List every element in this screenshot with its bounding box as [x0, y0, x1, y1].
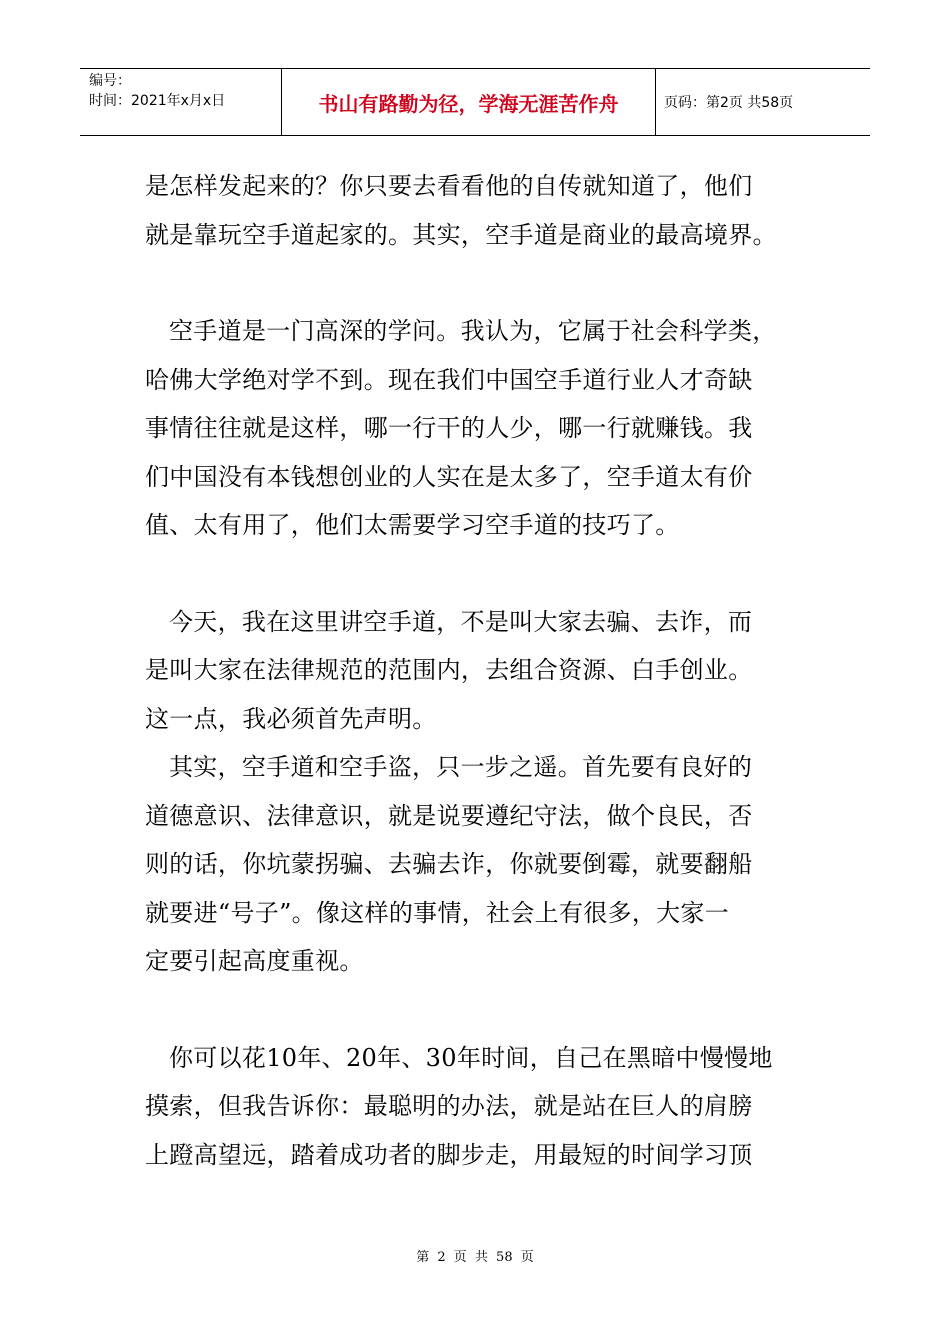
- header-page-label: 页码：第2页 共58页: [664, 95, 794, 111]
- page-header: [80, 68, 870, 136]
- body-line: 事情往往就是这样，哪一行干的人少，哪一行就赚钱。我: [145, 414, 753, 442]
- body-line: 哈佛大学绝对学不到。现在我们中国空手道行业人才奇缺: [145, 365, 753, 394]
- body-line: 这一点，我必须首先声明。: [145, 704, 437, 733]
- document-body: [145, 162, 815, 1179]
- body-line: 其实，空手道和空手盗，只一步之遥。首先要有良好的: [169, 753, 753, 781]
- body-line: 摸索，但我告诉你：最聪明的办法，就是站在巨人的肩膀: [145, 1092, 753, 1120]
- body-line: 是怎样发起来的？你只要去看看他的自传就知道了，他们: [145, 172, 753, 200]
- body-line: 定要引起高度重视。: [145, 947, 364, 975]
- body-line: 道德意识、法律意识，就是说要遵纪守法，做个良民，否: [145, 801, 753, 830]
- body-line: 就要进“号子”。像这样的事情，社会上有很多，大家一: [145, 898, 730, 927]
- paragraph-gap: [145, 550, 815, 598]
- body-line: 你可以花10年、20年、30年时间，自己在黑暗中慢慢地: [169, 1043, 773, 1072]
- document-number-label: 编号：: [89, 73, 131, 89]
- body-line: 们中国没有本钱想创业的人实在是太多了，空手道太有价: [145, 462, 753, 491]
- body-line: 空手道是一门高深的学问。我认为，它属于社会科学类，: [169, 317, 777, 345]
- body-line: 则的话，你坑蒙拐骗、去骗去诈，你就要倒霉，就要翻船: [145, 850, 753, 878]
- body-line: 上蹬高望远，踏着成功者的脚步走，用最短的时间学习顶: [145, 1140, 753, 1169]
- paragraph-gap: [145, 259, 815, 307]
- body-line: 今天，我在这里讲空手道，不是叫大家去骗、去诈，而: [169, 607, 753, 636]
- body-line: 是叫大家在法律规范的范围内，去组合资源、白手创业。: [145, 656, 753, 684]
- paragraph-gap: [145, 986, 815, 1034]
- page-footer: 第 2 页 共 58 页: [416, 1250, 534, 1265]
- header-motto: 书山有路勤为径，学海无涯苦作舟: [282, 69, 656, 135]
- document-time-label: 时间：2021年x月x日: [89, 93, 226, 109]
- header-meta: [80, 69, 282, 135]
- body-line: 就是靠玩空手道起家的。其实，空手道是商业的最高境界。: [145, 220, 777, 249]
- body-line: 值、太有用了，他们太需要学习空手道的技巧了。: [145, 511, 680, 539]
